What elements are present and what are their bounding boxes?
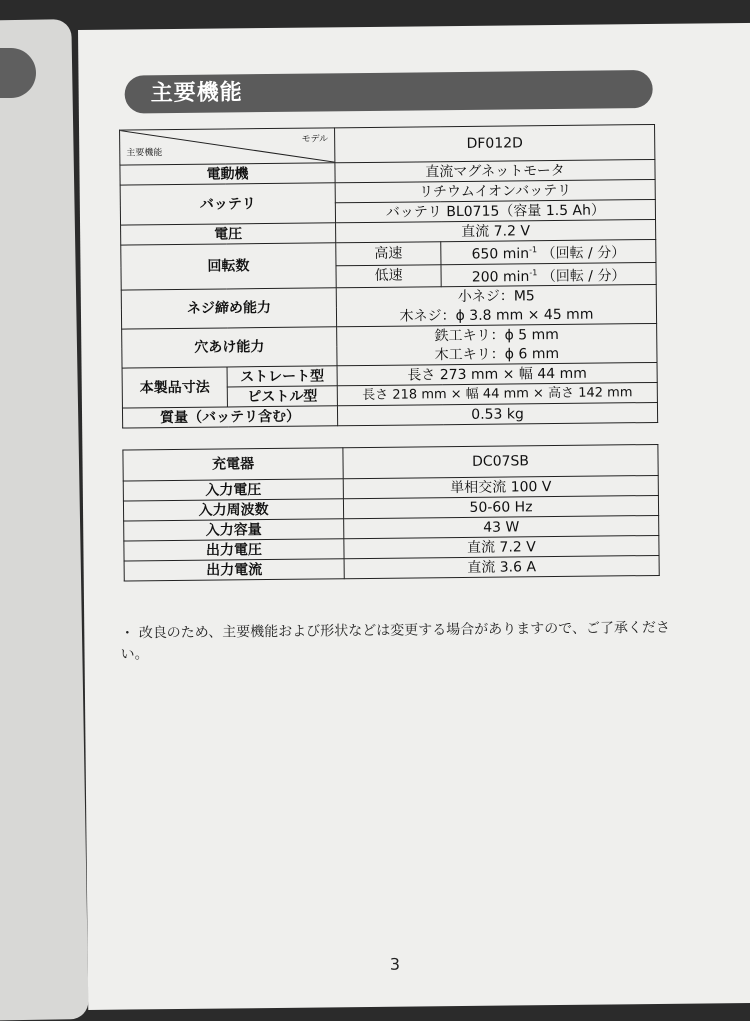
- mass-label: 質量（バッテリ含む）: [122, 406, 337, 428]
- table-row: [122, 403, 657, 429]
- table-row: [120, 124, 655, 165]
- model-header: モデル: [301, 134, 329, 145]
- straight-label: ストレート型: [227, 366, 337, 387]
- screw-wood: 木ネジ：ϕ 3.8 mm × 45 mm: [336, 304, 656, 327]
- adjacent-page: [0, 19, 89, 1021]
- input-voltage-value: 単相交流 100 V: [343, 475, 658, 498]
- input-frequency-label: 入力周波数: [123, 499, 343, 521]
- output-voltage-label: 出力電圧: [124, 539, 344, 561]
- input-voltage-label: 入力電圧: [123, 479, 343, 501]
- battery-type: リチウムイオンバッテリ: [335, 179, 655, 202]
- manual-page: [78, 23, 750, 1010]
- voltage-value: 直流 7.2 V: [336, 219, 656, 242]
- drill-wood: 木工キリ：ϕ 6 mm: [337, 343, 657, 366]
- high-speed-label: 高速: [336, 242, 441, 266]
- motor-value: 直流マグネットモータ: [335, 159, 655, 182]
- function-header: 主要機能: [126, 148, 163, 159]
- charger-model: DC07SB: [343, 444, 658, 478]
- high-speed-value: 650 $\min^{-1}$ （回転 / 分）: [441, 239, 656, 264]
- charger-label: 充電器: [123, 448, 343, 481]
- section-title: 主要機能: [124, 70, 652, 114]
- input-frequency-value: 50-60 Hz: [343, 495, 658, 518]
- input-capacity-label: 入力容量: [124, 519, 344, 541]
- output-current-value: 直流 3.6 A: [344, 555, 659, 578]
- diagonal-header-cell: [120, 128, 335, 165]
- drill-label: 穴あけ能力: [122, 327, 337, 368]
- low-speed-label: 低速: [336, 264, 441, 288]
- pistol-value: 長さ 218 mm × 幅 44 mm × 高さ 142 mm: [337, 383, 657, 406]
- change-notice: ・ 改良のため、主要機能および形状などは変更する場合がありますので、ご了承ください。: [120, 619, 670, 663]
- drill-steel: 鉄工キリ：ϕ 5 mm: [337, 324, 657, 347]
- low-speed-value: 200 $\min^{-1}$ （回転 / 分）: [441, 262, 656, 287]
- motor-label: 電動機: [120, 163, 335, 185]
- spec-table: [119, 124, 658, 429]
- output-current-label: 出力電流: [124, 559, 344, 581]
- straight-value: 長さ 273 mm × 幅 44 mm: [337, 363, 657, 386]
- output-voltage-value: 直流 7.2 V: [344, 535, 659, 558]
- dimension-label: 本製品寸法: [122, 367, 227, 408]
- mass-value: 0.53 kg: [337, 403, 657, 426]
- battery-model: バッテリ BL0715（容量 1.5 Ah）: [335, 199, 655, 222]
- input-capacity-value: 43 W: [344, 515, 659, 538]
- table-row: [124, 555, 659, 581]
- pistol-label: ピストル型: [227, 386, 337, 407]
- charger-table: [122, 444, 659, 582]
- screw-label: ネジ締め能力: [121, 288, 336, 329]
- battery-label: バッテリ: [120, 183, 335, 225]
- voltage-label: 電圧: [121, 223, 336, 245]
- model-value: DF012D: [335, 124, 655, 162]
- page-number: 3: [389, 954, 401, 974]
- rpm-label: 回転数: [121, 243, 336, 291]
- screw-small: 小ネジ：M5: [336, 285, 656, 308]
